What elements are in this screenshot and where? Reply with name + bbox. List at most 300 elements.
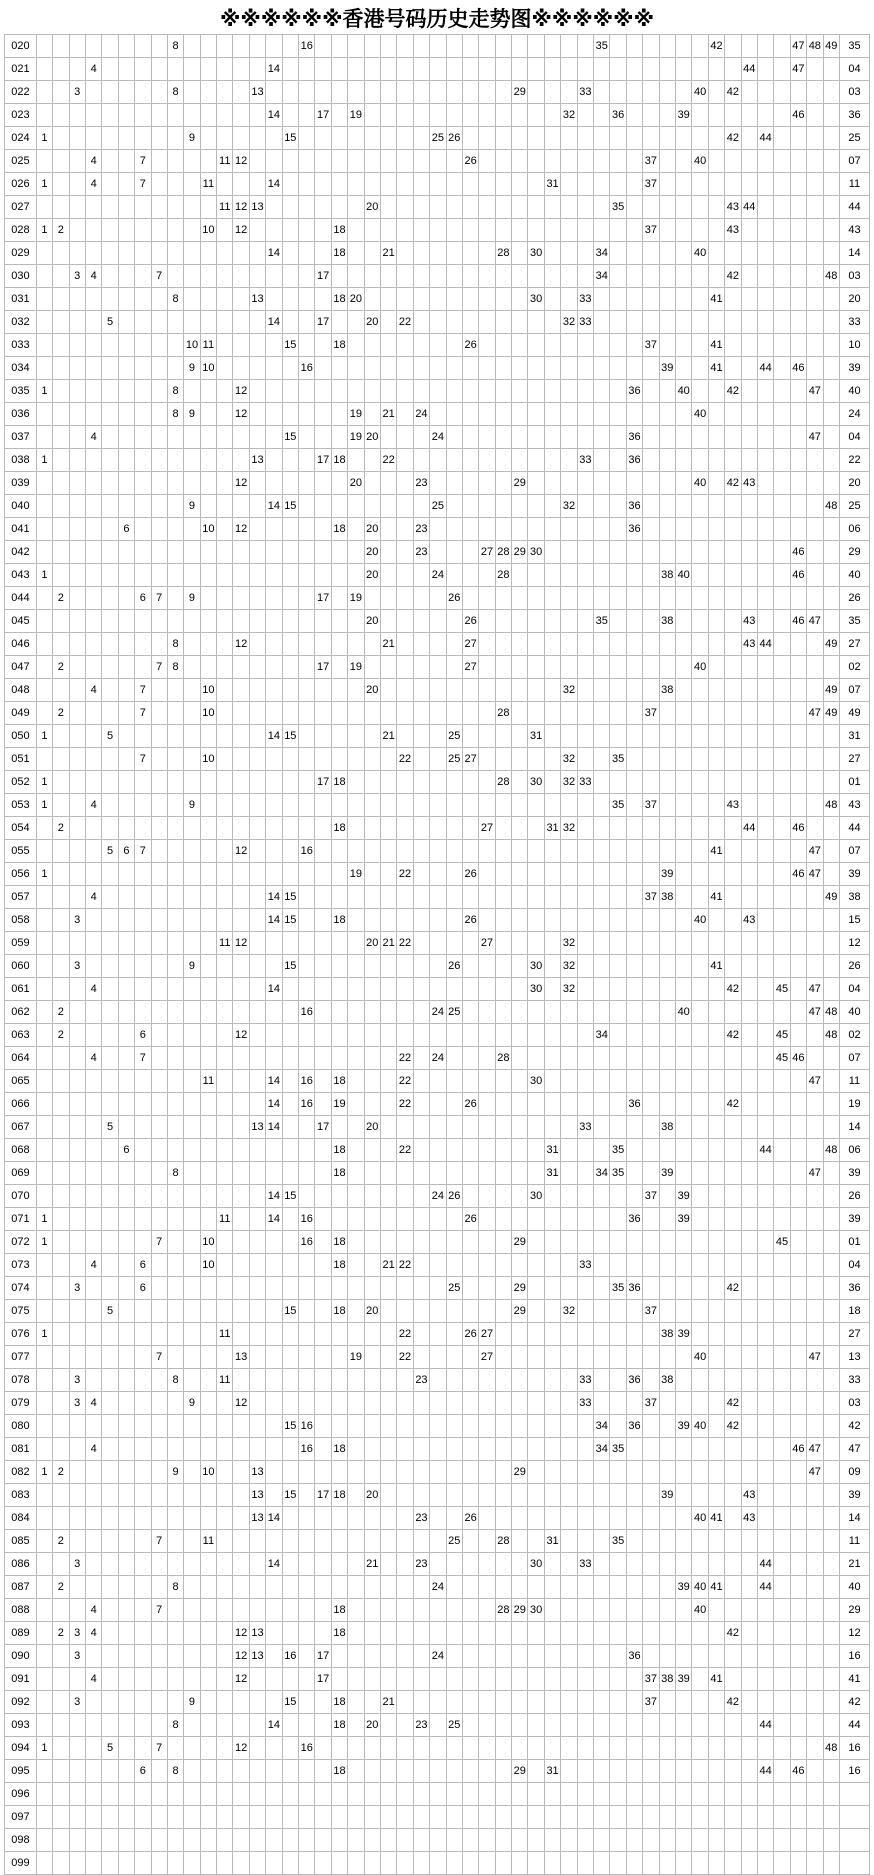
- trend-cell: 19: [331, 1093, 347, 1116]
- trend-cell: [790, 840, 806, 863]
- trend-cell: 47: [807, 1162, 823, 1185]
- row-period-label: 058: [5, 909, 37, 932]
- trend-cell: [659, 1415, 675, 1438]
- trend-cell: [495, 1668, 511, 1691]
- trend-cell: [266, 1001, 282, 1024]
- trend-cell: [69, 495, 85, 518]
- trend-cell: 47: [807, 1438, 823, 1461]
- trend-cell: [217, 219, 233, 242]
- trend-cell: [315, 173, 331, 196]
- trend-cell: [69, 564, 85, 587]
- trend-cell: [282, 610, 298, 633]
- trend-cell: [643, 265, 659, 288]
- trend-cell: [692, 219, 708, 242]
- trend-cell: [249, 564, 265, 587]
- trend-cell: [462, 1760, 478, 1783]
- trend-cell: [790, 403, 806, 426]
- trend-cell: [413, 1783, 429, 1806]
- trend-cell: [479, 1116, 495, 1139]
- trend-cell: [217, 679, 233, 702]
- trend-cell: [36, 1806, 52, 1829]
- trend-cell: [676, 1300, 692, 1323]
- trend-cell: [380, 886, 396, 909]
- trend-cell: [823, 196, 839, 219]
- trend-cell: [348, 1116, 364, 1139]
- row-result: 02: [839, 656, 869, 679]
- trend-cell: [512, 656, 528, 679]
- trend-cell: [380, 150, 396, 173]
- trend-cell: [774, 288, 790, 311]
- trend-cell: [430, 656, 446, 679]
- trend-cell: [430, 1783, 446, 1806]
- trend-cell: [610, 472, 626, 495]
- trend-cell: [266, 794, 282, 817]
- trend-cell: [135, 1829, 151, 1852]
- trend-cell: 25: [446, 1001, 462, 1024]
- trend-cell: [823, 1714, 839, 1737]
- trend-cell: [413, 1576, 429, 1599]
- trend-cell: [495, 886, 511, 909]
- trend-cell: [561, 1484, 577, 1507]
- trend-cell: 10: [200, 1231, 216, 1254]
- trend-cell: [741, 679, 757, 702]
- trend-cell: [233, 1484, 249, 1507]
- trend-cell: 17: [315, 104, 331, 127]
- trend-cell: [200, 978, 216, 1001]
- trend-cell: 47: [807, 978, 823, 1001]
- row-period-label: 027: [5, 196, 37, 219]
- trend-cell: [594, 1599, 610, 1622]
- trend-cell: [577, 1346, 593, 1369]
- trend-cell: [151, 1208, 167, 1231]
- trend-cell: 27: [462, 748, 478, 771]
- trend-cell: 35: [610, 748, 626, 771]
- trend-cell: [790, 334, 806, 357]
- trend-cell: [69, 1530, 85, 1553]
- trend-cell: [151, 725, 167, 748]
- trend-cell: [708, 1369, 724, 1392]
- trend-cell: [36, 679, 52, 702]
- trend-cell: [676, 541, 692, 564]
- trend-cell: [380, 518, 396, 541]
- trend-cell: 22: [397, 1254, 413, 1277]
- row-period-label: 035: [5, 380, 37, 403]
- trend-cell: [364, 817, 380, 840]
- trend-cell: [757, 196, 773, 219]
- trend-cell: [364, 403, 380, 426]
- trend-cell: [659, 1438, 675, 1461]
- trend-cell: [446, 794, 462, 817]
- trend-cell: [610, 1852, 626, 1875]
- trend-cell: 34: [594, 1162, 610, 1185]
- trend-cell: [135, 541, 151, 564]
- trend-cell: [692, 587, 708, 610]
- trend-cell: [692, 1714, 708, 1737]
- trend-cell: [299, 449, 315, 472]
- trend-cell: [462, 173, 478, 196]
- trend-cell: 44: [757, 633, 773, 656]
- trend-cell: [823, 978, 839, 1001]
- trend-cell: [807, 1277, 823, 1300]
- trend-cell: [659, 495, 675, 518]
- trend-cell: [380, 1070, 396, 1093]
- trend-cell: [151, 1484, 167, 1507]
- trend-cell: [184, 1852, 200, 1875]
- trend-cell: 14: [266, 173, 282, 196]
- trend-cell: [102, 219, 118, 242]
- trend-cell: 39: [676, 104, 692, 127]
- trend-cell: [807, 886, 823, 909]
- trend-cell: 8: [167, 380, 183, 403]
- trend-cell: [413, 1461, 429, 1484]
- trend-cell: 44: [757, 1139, 773, 1162]
- trend-cell: [184, 748, 200, 771]
- trend-cell: [184, 679, 200, 702]
- trend-cell: [200, 794, 216, 817]
- row-result: 04: [839, 1254, 869, 1277]
- trend-cell: [446, 265, 462, 288]
- trend-cell: [397, 840, 413, 863]
- trend-cell: [528, 1346, 544, 1369]
- trend-cell: [659, 1300, 675, 1323]
- trend-cell: [708, 104, 724, 127]
- trend-cell: [217, 1714, 233, 1737]
- trend-cell: [315, 955, 331, 978]
- trend-cell: [594, 1645, 610, 1668]
- trend-cell: [413, 955, 429, 978]
- trend-cell: 48: [823, 1139, 839, 1162]
- trend-cell: 46: [790, 357, 806, 380]
- trend-cell: [692, 1760, 708, 1783]
- trend-cell: [708, 58, 724, 81]
- table-row: [5, 495, 870, 518]
- trend-cell: [823, 1254, 839, 1277]
- trend-cell: [430, 1438, 446, 1461]
- trend-cell: [167, 449, 183, 472]
- trend-cell: [594, 1001, 610, 1024]
- trend-cell: [380, 702, 396, 725]
- trend-cell: 14: [266, 1093, 282, 1116]
- trend-cell: [430, 403, 446, 426]
- trend-cell: [53, 633, 69, 656]
- trend-cell: [823, 58, 839, 81]
- trend-cell: [676, 702, 692, 725]
- trend-cell: [528, 748, 544, 771]
- trend-cell: [249, 35, 265, 58]
- trend-cell: [184, 1300, 200, 1323]
- trend-cell: [577, 35, 593, 58]
- trend-cell: [348, 1024, 364, 1047]
- trend-cell: [610, 495, 626, 518]
- trend-cell: [102, 495, 118, 518]
- trend-cell: [577, 518, 593, 541]
- row-result: 49: [839, 702, 869, 725]
- trend-cell: [249, 426, 265, 449]
- trend-cell: [184, 1047, 200, 1070]
- trend-cell: [479, 840, 495, 863]
- trend-cell: [708, 1484, 724, 1507]
- trend-cell: [200, 932, 216, 955]
- trend-cell: [217, 610, 233, 633]
- trend-cell: [544, 978, 560, 1001]
- trend-cell: [430, 81, 446, 104]
- trend-cell: [610, 1185, 626, 1208]
- trend-cell: [659, 1852, 675, 1875]
- trend-cell: [807, 541, 823, 564]
- trend-cell: [331, 1530, 347, 1553]
- trend-cell: [774, 1461, 790, 1484]
- trend-cell: [413, 932, 429, 955]
- trend-cell: [380, 219, 396, 242]
- trend-cell: [249, 1668, 265, 1691]
- trend-cell: 35: [594, 35, 610, 58]
- trend-cell: [348, 196, 364, 219]
- trend-cell: [528, 311, 544, 334]
- trend-cell: [233, 1553, 249, 1576]
- trend-cell: [577, 265, 593, 288]
- trend-cell: [692, 610, 708, 633]
- trend-cell: 27: [462, 633, 478, 656]
- trend-cell: [167, 955, 183, 978]
- trend-cell: [331, 1116, 347, 1139]
- trend-cell: [577, 219, 593, 242]
- trend-cell: [135, 1070, 151, 1093]
- trend-cell: 27: [462, 656, 478, 679]
- trend-cell: [479, 1668, 495, 1691]
- trend-cell: [594, 1185, 610, 1208]
- trend-cell: [725, 909, 741, 932]
- trend-cell: [299, 127, 315, 150]
- table-row: [5, 1001, 870, 1024]
- trend-cell: [233, 1231, 249, 1254]
- trend-cell: [364, 150, 380, 173]
- trend-cell: [708, 932, 724, 955]
- trend-cell: [184, 633, 200, 656]
- trend-cell: [659, 1599, 675, 1622]
- trend-cell: [282, 1829, 298, 1852]
- trend-cell: [380, 1783, 396, 1806]
- trend-cell: [36, 1070, 52, 1093]
- trend-cell: [807, 656, 823, 679]
- trend-cell: [135, 35, 151, 58]
- trend-cell: [725, 817, 741, 840]
- trend-cell: [118, 1208, 134, 1231]
- table-row: [5, 1093, 870, 1116]
- trend-cell: [331, 932, 347, 955]
- trend-cell: [282, 1737, 298, 1760]
- trend-cell: [299, 1691, 315, 1714]
- trend-cell: [692, 334, 708, 357]
- trend-cell: [200, 495, 216, 518]
- trend-cell: [85, 472, 101, 495]
- trend-cell: [807, 817, 823, 840]
- trend-cell: [643, 518, 659, 541]
- trend-cell: 14: [266, 1070, 282, 1093]
- trend-cell: [626, 1852, 642, 1875]
- trend-cell: [725, 150, 741, 173]
- trend-cell: [725, 1346, 741, 1369]
- trend-cell: [299, 1162, 315, 1185]
- trend-cell: [544, 1622, 560, 1645]
- trend-cell: [610, 1553, 626, 1576]
- trend-cell: [774, 1553, 790, 1576]
- trend-cell: [102, 633, 118, 656]
- trend-cell: [397, 1691, 413, 1714]
- trend-cell: [315, 242, 331, 265]
- trend-cell: [708, 518, 724, 541]
- row-result: 18: [839, 1300, 869, 1323]
- trend-cell: [151, 288, 167, 311]
- trend-cell: [397, 633, 413, 656]
- trend-cell: [610, 219, 626, 242]
- trend-cell: [266, 1852, 282, 1875]
- trend-cell: [446, 1208, 462, 1231]
- trend-cell: [249, 1691, 265, 1714]
- trend-cell: 16: [299, 1415, 315, 1438]
- trend-cell: 21: [380, 932, 396, 955]
- trend-cell: 4: [85, 1254, 101, 1277]
- trend-cell: [36, 702, 52, 725]
- trend-cell: [544, 1415, 560, 1438]
- trend-cell: [36, 1484, 52, 1507]
- trend-cell: 49: [823, 35, 839, 58]
- table-row: [5, 886, 870, 909]
- row-period-label: 079: [5, 1392, 37, 1415]
- trend-cell: [380, 1461, 396, 1484]
- trend-cell: [233, 1852, 249, 1875]
- trend-cell: [823, 1760, 839, 1783]
- trend-cell: [413, 1231, 429, 1254]
- trend-cell: [676, 196, 692, 219]
- trend-cell: [676, 633, 692, 656]
- trend-cell: [577, 334, 593, 357]
- trend-cell: [594, 1852, 610, 1875]
- trend-cell: [364, 380, 380, 403]
- trend-cell: [217, 564, 233, 587]
- trend-cell: [85, 1461, 101, 1484]
- trend-cell: [479, 863, 495, 886]
- trend-cell: [380, 1024, 396, 1047]
- trend-cell: [102, 1852, 118, 1875]
- trend-cell: [512, 587, 528, 610]
- row-result: 42: [839, 1415, 869, 1438]
- trend-cell: 49: [823, 679, 839, 702]
- trend-cell: [479, 1530, 495, 1553]
- trend-cell: [528, 472, 544, 495]
- trend-cell: [151, 403, 167, 426]
- trend-cell: [577, 1231, 593, 1254]
- trend-cell: [413, 150, 429, 173]
- trend-cell: [69, 1024, 85, 1047]
- trend-cell: [659, 518, 675, 541]
- trend-cell: [495, 748, 511, 771]
- trend-cell: [430, 1070, 446, 1093]
- row-result: 40: [839, 564, 869, 587]
- trend-cell: [807, 81, 823, 104]
- table-row: [5, 1185, 870, 1208]
- trend-cell: [397, 265, 413, 288]
- trend-cell: 30: [528, 771, 544, 794]
- trend-cell: [823, 173, 839, 196]
- trend-cell: [413, 104, 429, 127]
- trend-cell: [85, 495, 101, 518]
- trend-cell: [807, 449, 823, 472]
- trend-cell: [561, 1254, 577, 1277]
- trend-cell: [725, 1323, 741, 1346]
- trend-cell: [692, 1139, 708, 1162]
- trend-cell: [380, 35, 396, 58]
- trend-cell: 33: [577, 311, 593, 334]
- trend-cell: [741, 1668, 757, 1691]
- trend-cell: [380, 58, 396, 81]
- trend-cell: [184, 242, 200, 265]
- trend-cell: [659, 1645, 675, 1668]
- trend-cell: [479, 81, 495, 104]
- trend-cell: [725, 1116, 741, 1139]
- trend-cell: [725, 1254, 741, 1277]
- trend-cell: 12: [233, 633, 249, 656]
- row-period-label: 029: [5, 242, 37, 265]
- trend-cell: 14: [266, 725, 282, 748]
- trend-cell: [643, 748, 659, 771]
- table-row: [5, 932, 870, 955]
- trend-cell: [790, 380, 806, 403]
- trend-cell: [495, 1507, 511, 1530]
- trend-cell: [299, 403, 315, 426]
- trend-cell: [413, 1254, 429, 1277]
- trend-cell: [561, 702, 577, 725]
- trend-cell: [692, 1829, 708, 1852]
- trend-cell: [512, 58, 528, 81]
- trend-cell: [544, 541, 560, 564]
- trend-cell: 27: [479, 817, 495, 840]
- trend-cell: 15: [282, 426, 298, 449]
- trend-cell: [331, 1024, 347, 1047]
- trend-cell: [397, 978, 413, 1001]
- table-row: [5, 1346, 870, 1369]
- trend-cell: [528, 1116, 544, 1139]
- trend-cell: 25: [430, 127, 446, 150]
- trend-cell: [184, 311, 200, 334]
- trend-cell: [315, 932, 331, 955]
- trend-cell: 14: [266, 1116, 282, 1139]
- row-period-label: 038: [5, 449, 37, 472]
- trend-cell: [413, 58, 429, 81]
- trend-cell: [53, 840, 69, 863]
- trend-cell: [577, 1645, 593, 1668]
- trend-cell: [561, 564, 577, 587]
- row-result: 33: [839, 1369, 869, 1392]
- trend-cell: [807, 1576, 823, 1599]
- trend-cell: [102, 1668, 118, 1691]
- trend-cell: 23: [413, 1714, 429, 1737]
- trend-cell: [249, 1254, 265, 1277]
- trend-cell: [643, 403, 659, 426]
- trend-cell: [708, 1530, 724, 1553]
- trend-cell: [184, 1668, 200, 1691]
- trend-cell: [118, 587, 134, 610]
- trend-cell: [610, 1323, 626, 1346]
- trend-cell: [446, 357, 462, 380]
- trend-cell: [397, 886, 413, 909]
- table-row: [5, 748, 870, 771]
- trend-cell: [151, 748, 167, 771]
- row-period-label: 044: [5, 587, 37, 610]
- trend-cell: [102, 242, 118, 265]
- trend-cell: [430, 518, 446, 541]
- trend-cell: [561, 1070, 577, 1093]
- trend-cell: [790, 1162, 806, 1185]
